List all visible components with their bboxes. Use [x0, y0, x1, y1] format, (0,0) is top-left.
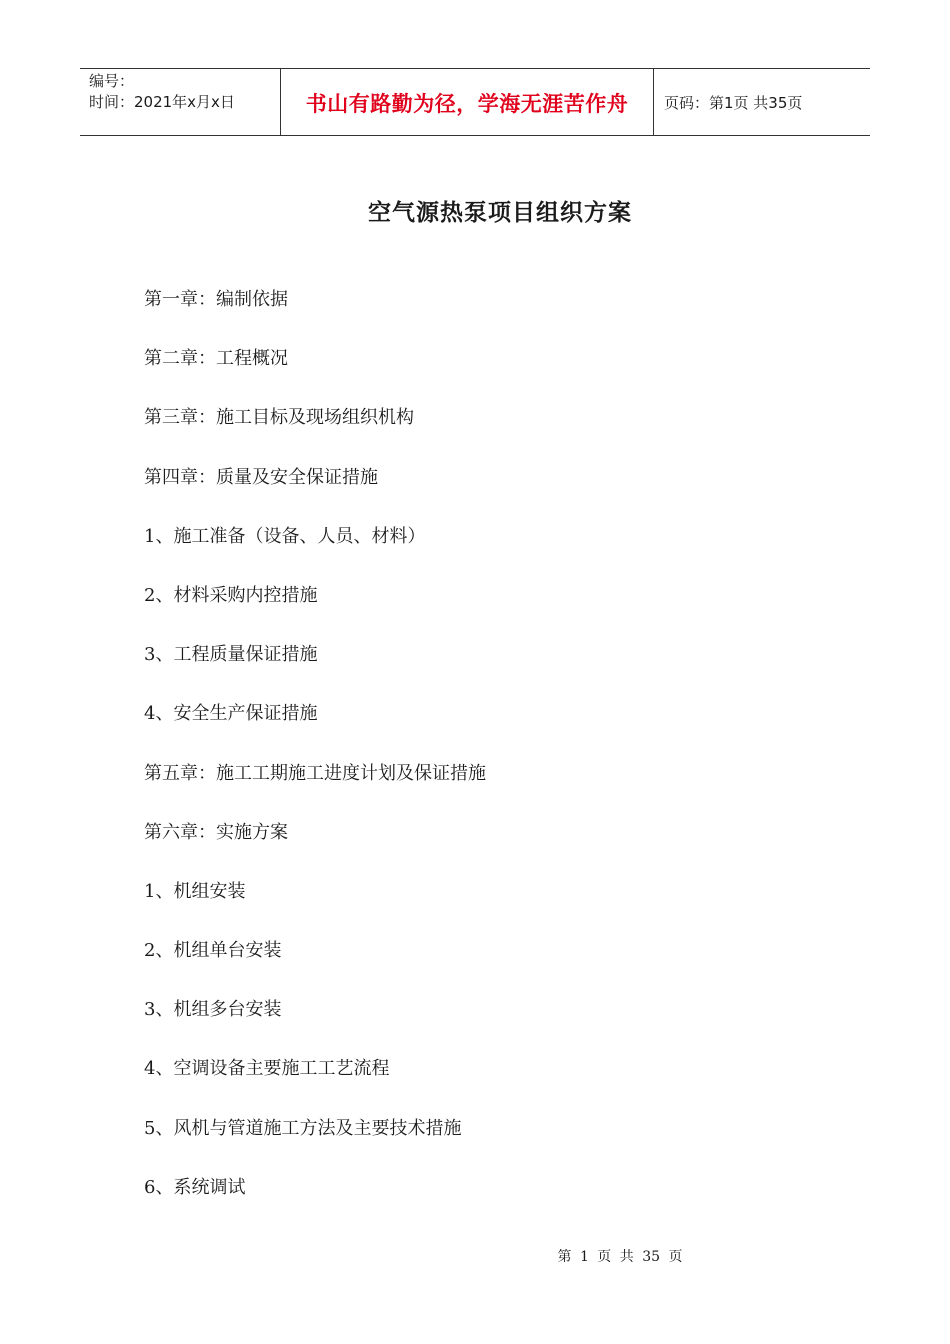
motto-text: 书山有路勤为径，学海无涯苦作舟	[305, 92, 629, 116]
toc-item: 4、安全生产保证措施	[144, 703, 318, 725]
toc-item: 4、空调设备主要施工工艺流程	[144, 1058, 390, 1080]
document-number-label: 编号：	[89, 72, 135, 90]
toc-item: 第五章：施工工期施工进度计划及保证措施	[144, 762, 486, 784]
header-table	[80, 68, 870, 136]
page-number-label: 页码：第1页 共35页	[664, 93, 803, 112]
toc-item: 第二章：工程概况	[144, 348, 288, 370]
toc-item: 5、风机与管道施工方法及主要技术措施	[144, 1117, 462, 1139]
toc-item: 第一章：编制依据	[144, 289, 288, 310]
toc-item: 1、施工准备（设备、人员、材料）	[144, 525, 426, 547]
toc-item: 第三章：施工目标及现场组织机构	[144, 407, 414, 429]
header-motto-cell	[281, 69, 654, 135]
toc-item: 第四章：质量及安全保证措施	[144, 466, 378, 488]
document-time-label: 时间：2021年x月x日	[89, 93, 235, 111]
toc-item: 2、机组单台安装	[144, 940, 282, 962]
toc-item: 6、系统调试	[144, 1176, 246, 1198]
document-title: 空气源热泵项目组织方案	[368, 199, 632, 226]
toc-item: 3、机组多台安装	[144, 999, 282, 1021]
table-of-contents	[144, 286, 486, 1233]
page-footer: 第 1 页 共 35 页	[557, 1249, 683, 1265]
toc-item: 2、材料采购内控措施	[144, 584, 318, 606]
toc-item: 1、机组安装	[144, 880, 246, 902]
header-meta-cell	[80, 69, 281, 135]
header-page-cell	[654, 69, 870, 135]
toc-item: 3、工程质量保证措施	[144, 644, 318, 666]
toc-item: 第六章：实施方案	[144, 821, 288, 843]
